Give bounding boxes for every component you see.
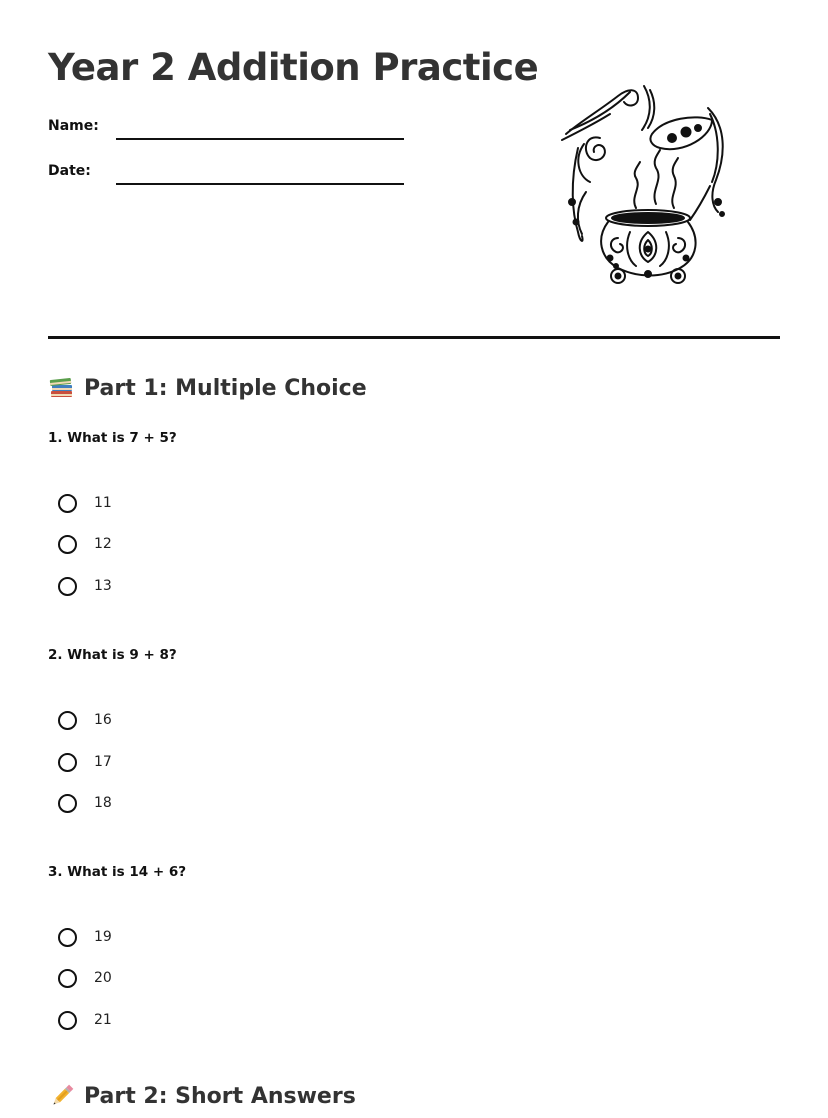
question-1: 1. What is 7 + 5? — [48, 430, 177, 446]
q2-option-1[interactable] — [58, 708, 112, 732]
q1-option-3[interactable] — [58, 574, 112, 598]
cauldron-illustration-icon — [560, 82, 732, 288]
q3-option-3[interactable] — [58, 1008, 112, 1032]
page-title: Year 2 Addition Practice — [48, 46, 539, 89]
option-label: 16 — [94, 712, 112, 728]
q2-option-3[interactable] — [58, 791, 112, 815]
q3-option-1[interactable] — [58, 925, 112, 949]
question-3: 3. What is 14 + 6? — [48, 864, 187, 880]
option-label: 20 — [94, 970, 112, 986]
pencil-icon — [48, 1082, 76, 1110]
part2-heading-text: Part 2: Short Answers — [84, 1083, 356, 1109]
q1-option-2[interactable] — [58, 532, 112, 556]
books-icon — [48, 374, 76, 402]
radio-button[interactable] — [58, 1011, 77, 1030]
radio-button[interactable] — [58, 794, 77, 813]
q2-option-2[interactable] — [58, 750, 112, 774]
option-label: 13 — [94, 578, 112, 594]
option-label: 18 — [94, 795, 112, 811]
name-line[interactable] — [116, 138, 404, 140]
question-2: 2. What is 9 + 8? — [48, 647, 177, 663]
radio-button[interactable] — [58, 928, 77, 947]
radio-button[interactable] — [58, 535, 77, 554]
name-field — [48, 118, 408, 144]
option-label: 19 — [94, 929, 112, 945]
q1-option-1[interactable] — [58, 491, 112, 515]
option-label: 12 — [94, 536, 112, 552]
radio-button[interactable] — [58, 711, 77, 730]
radio-button[interactable] — [58, 494, 77, 513]
date-field — [48, 163, 408, 189]
radio-button[interactable] — [58, 577, 77, 596]
part2-heading — [48, 1082, 356, 1110]
section-divider — [48, 336, 780, 339]
part1-heading-text: Part 1: Multiple Choice — [84, 375, 367, 401]
part1-heading — [48, 374, 367, 402]
name-label: Name: — [48, 118, 99, 134]
q3-option-2[interactable] — [58, 966, 112, 990]
radio-button[interactable] — [58, 969, 77, 988]
option-label: 21 — [94, 1012, 112, 1028]
option-label: 17 — [94, 754, 112, 770]
radio-button[interactable] — [58, 753, 77, 772]
date-line[interactable] — [116, 183, 404, 185]
option-label: 11 — [94, 495, 112, 511]
date-label: Date: — [48, 163, 91, 179]
